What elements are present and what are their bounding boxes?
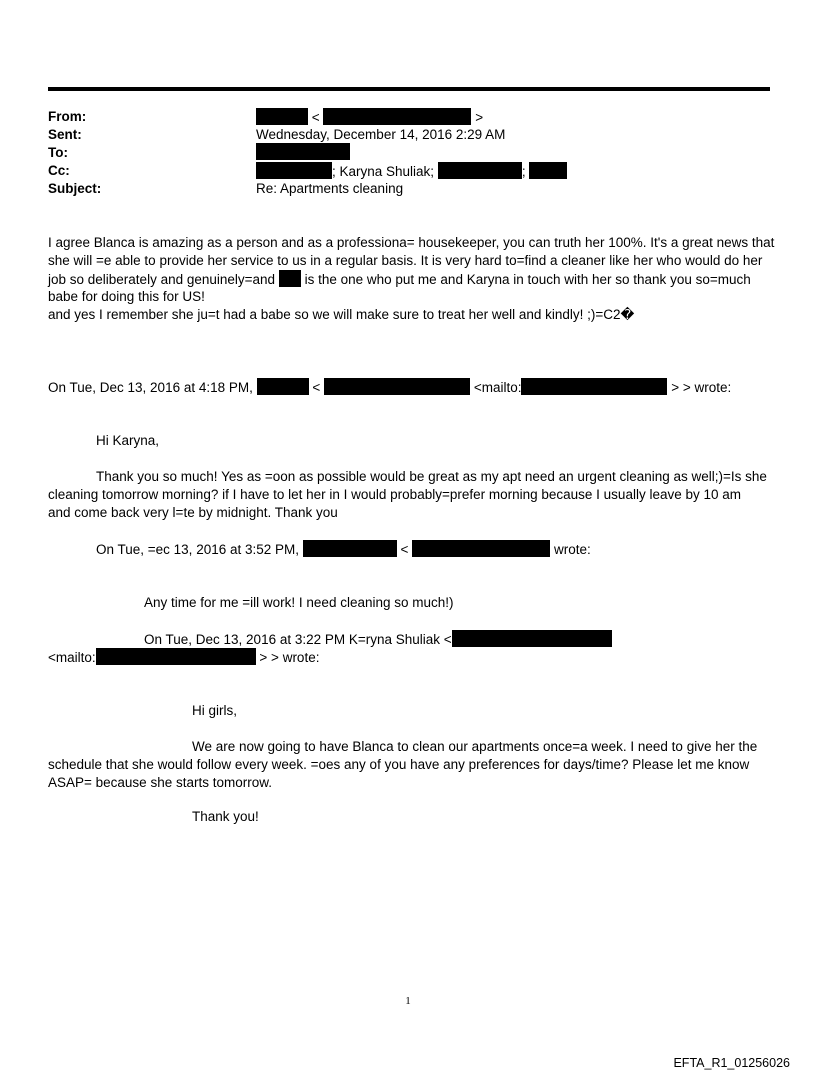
quote3-attribution [144,630,612,649]
sent-label: Sent: [48,127,82,142]
quote3-closing: Thank you! [192,809,259,824]
cc-text-2: ; [521,164,526,179]
redaction-block [323,108,471,125]
quote2-attrib-c: wrote: [553,542,591,557]
reply-line-3a: job so deliberately and genuinely=and [48,272,276,287]
redaction-block [529,162,567,179]
reply-line-3 [48,270,751,289]
redaction-block [438,162,522,179]
header-rule [48,87,770,91]
redaction-block [521,378,667,395]
cc-value [256,162,567,181]
quote1-line-1: Thank you so much! Yes as =oon as possible would be great as my apt need an urgent cleaning as well;)=Is she [96,469,767,484]
page-number: 1 [405,995,411,1007]
quote3-greeting: Hi girls, [192,703,238,718]
redaction-block [303,540,397,557]
quote3-line-3: ASAP= because she starts tomorrow. [48,775,272,790]
from-lt: < [311,110,320,125]
subject-label: Subject: [48,181,102,196]
reply-line-3b: is the one who put me and Karyna in touch with her so thank you so=much [304,272,751,287]
sent-value: Wednesday, December 14, 2016 2:29 AM [256,127,506,142]
quote1-attribution [48,378,731,397]
quote3-line-1: We are now going to have Blanca to clean our apartments once=a week. I need to give her the [192,739,758,754]
reply-line-5: and yes I remember she ju=t had a babe so we will make sure to treat her well and kindly! ;)=C2� [48,307,635,322]
quote1-attrib-b: < [312,380,321,395]
quote2-attrib-a: On Tue, =ec 13, 2016 at 3:52 PM, [96,542,300,557]
quote3-attrib-b: <mailto: [48,650,96,665]
redaction-block [324,378,470,395]
cc-text-1: ; Karyna Shuliak; [332,164,435,179]
redaction-block [256,162,332,179]
redaction-block [96,648,256,665]
quote2-line-1: Any time for me =ill work! I need cleaning so much!) [144,595,454,610]
redaction-block [256,108,308,125]
cc-label: Cc: [48,163,70,178]
from-gt: > [475,110,484,125]
subject-value: Re: Apartments cleaning [256,181,404,196]
document-id: EFTA_R1_01256026 [673,1056,790,1070]
redaction-block [412,540,550,557]
redaction-block [452,630,612,647]
quote3-attrib-a: On Tue, Dec 13, 2016 at 3:22 PM K=ryna Shuliak < [144,632,452,647]
quote2-attribution [96,540,591,559]
quote1-line-3: and come back very l=te by midnight. Thank you [48,505,338,520]
from-label: From: [48,109,87,124]
quote1-attrib-a: On Tue, Dec 13, 2016 at 4:18 PM, [48,380,253,395]
redaction-block [257,378,309,395]
redaction-block [279,270,301,287]
quote3-attrib-c: > > wrote: [259,650,320,665]
reply-line-4: babe for doing this for US! [48,289,205,304]
quote3-line-2: schedule that she would follow every week. =oes any of you have any preferences for days/time? Please let me know [48,757,750,772]
quote3-attribution-cont [48,648,319,667]
quote2-attrib-b: < [400,542,409,557]
quote1-attrib-d: > > wrote: [671,380,732,395]
from-value [256,108,483,127]
quote1-line-2: cleaning tomorrow morning? if I have to let her in I would probably=prefer morning because I usually leave by 10 am [48,487,742,502]
quote1-greeting: Hi Karyna, [96,433,160,448]
reply-line-2: she will =e able to provide her service to us in a regular basis. It is very hard to=find a cleaner like her who would do her [48,253,763,268]
redaction-block [256,143,350,160]
reply-line-1: I agree Blanca is amazing as a person and as a professiona= housekeeper, you can truth her 100%. It's a great news that [48,235,775,250]
quote1-attrib-c: <mailto: [473,380,522,395]
to-label: To: [48,145,68,160]
